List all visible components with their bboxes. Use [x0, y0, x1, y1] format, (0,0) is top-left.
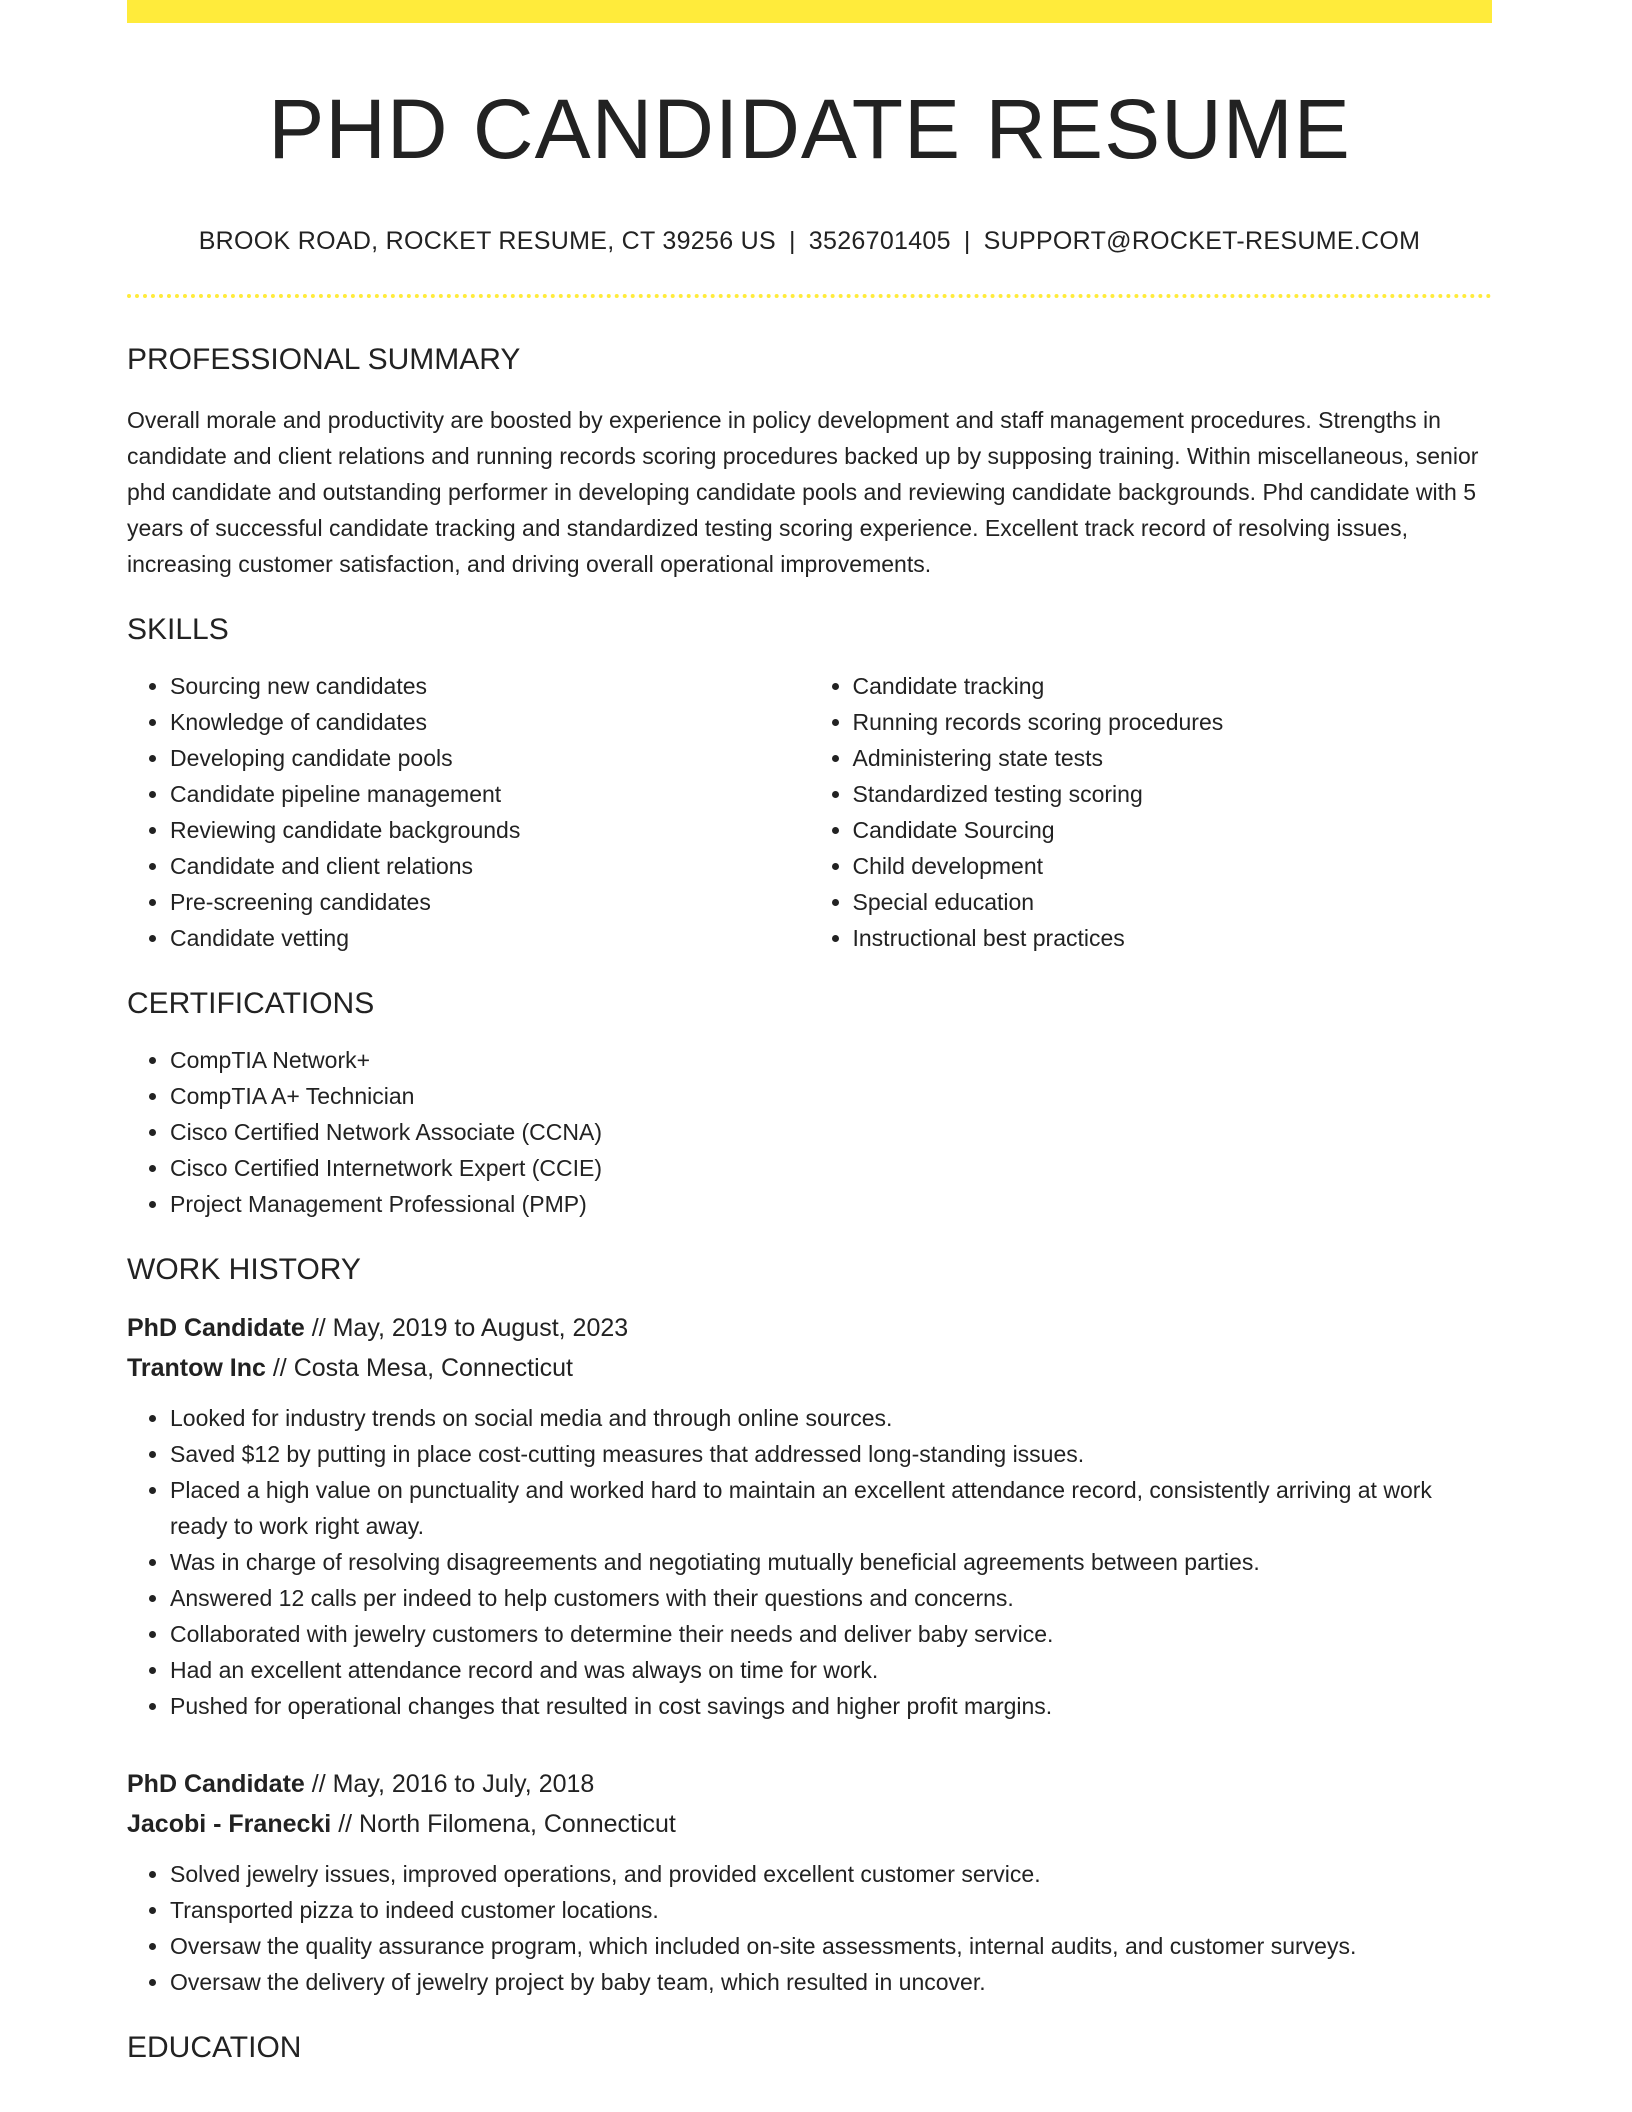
- skills-heading: SKILLS: [127, 613, 229, 647]
- job-dates: // May, 2019 to August, 2023: [311, 1314, 629, 1343]
- skill-item: • Candidate vetting: [170, 920, 810, 956]
- accent-top-bar: [127, 0, 1492, 23]
- skill-item: • Reviewing candidate backgrounds: [170, 812, 810, 848]
- skill-item: • Standardized testing scoring: [853, 776, 1493, 812]
- job-bullet: • Placed a high value on punctuality and worked hard to maintain an excellent attendance record, consistently arriving at work ready to work right away.: [170, 1472, 1492, 1544]
- job-bullet: • Was in charge of resolving disagreements and negotiating mutually beneficial agreements between parties.: [170, 1544, 1492, 1580]
- job-company-line: [127, 1348, 1492, 1388]
- certification-item: • Cisco Certified Network Associate (CCNA): [170, 1114, 1492, 1150]
- job-bullet: • Pushed for operational changes that resulted in cost savings and higher profit margins.: [170, 1688, 1492, 1724]
- skill-item: • Candidate and client relations: [170, 848, 810, 884]
- job-bullet: • Solved jewelry issues, improved operations, and provided excellent customer service.: [170, 1856, 1492, 1892]
- certifications-heading: CERTIFICATIONS: [127, 987, 375, 1021]
- certification-item: • CompTIA Network+: [170, 1042, 1492, 1078]
- job-role: PhD Candidate: [127, 1314, 305, 1343]
- job-role-line: [127, 1308, 1492, 1348]
- job-bullets: [127, 1400, 1492, 1724]
- job-bullet: • Answered 12 calls per indeed to help customers with their questions and concerns.: [170, 1580, 1492, 1616]
- certification-item: • Project Management Professional (PMP): [170, 1186, 1492, 1222]
- skill-item: • Developing candidate pools: [170, 740, 810, 776]
- job-bullets: [127, 1856, 1492, 2000]
- work-history-heading: WORK HISTORY: [127, 1253, 361, 1287]
- dotted-divider: [127, 294, 1492, 298]
- job-bullet: • Collaborated with jewelry customers to determine their needs and deliver baby service.: [170, 1616, 1492, 1652]
- job-location: // Costa Mesa, Connecticut: [272, 1354, 573, 1383]
- contact-phone: 3526701405: [808, 227, 951, 256]
- summary-heading: PROFESSIONAL SUMMARY: [127, 343, 521, 377]
- skill-item: • Administering state tests: [853, 740, 1493, 776]
- skill-item: • Pre-screening candidates: [170, 884, 810, 920]
- resume-page: [127, 0, 1492, 2066]
- job-bullet: • Saved $12 by putting in place cost-cutting measures that addressed long-standing issues.: [170, 1436, 1492, 1472]
- education-heading: EDUCATION: [127, 2031, 302, 2065]
- job-company-line: [127, 1804, 1492, 1844]
- contact-address: BROOK ROAD, ROCKET RESUME, CT 39256 US: [198, 227, 776, 256]
- job-bullet: • Oversaw the quality assurance program, which included on-site assessments, internal audits, and customer surveys.: [170, 1928, 1492, 1964]
- certification-item: • CompTIA A+ Technician: [170, 1078, 1492, 1114]
- summary-text: Overall morale and productivity are boosted by experience in policy development and staff management procedures. Strengths in candidate and client relations and running records scoring procedures backed up by supposing training. Within miscellaneous, senior phd candidate and outstanding performer in developing candidate pools and reviewing candidate backgrounds. Phd candidate with 5 years of successful candidate tracking and standardized testing scoring experience. Excellent track record of resolving issues, increasing customer satisfaction, and driving overall operational improvements.: [127, 407, 1479, 578]
- skill-item: • Candidate Sourcing: [853, 812, 1493, 848]
- skills-columns: [127, 668, 1492, 956]
- skill-item: • Knowledge of candidates: [170, 704, 810, 740]
- certifications-list: [127, 1042, 1492, 1222]
- job-location: // North Filomena, Connecticut: [338, 1810, 676, 1839]
- skill-item: • Instructional best practices: [853, 920, 1493, 956]
- skill-item: • Sourcing new candidates: [170, 668, 810, 704]
- skill-item: • Special education: [853, 884, 1493, 920]
- skills-list-right: [810, 668, 1493, 956]
- skill-item: • Child development: [853, 848, 1493, 884]
- job-role: PhD Candidate: [127, 1770, 305, 1799]
- job-bullet: • Transported pizza to indeed customer locations.: [170, 1892, 1492, 1928]
- job-dates: // May, 2016 to July, 2018: [311, 1770, 595, 1799]
- job-role-line: [127, 1764, 1492, 1804]
- skill-item: • Candidate pipeline management: [170, 776, 810, 812]
- job-company: Trantow Inc: [127, 1354, 266, 1383]
- job-bullet: • Looked for industry trends on social media and through online sources.: [170, 1400, 1492, 1436]
- contact-separator: |: [963, 227, 971, 256]
- job-bullet: • Oversaw the delivery of jewelry project by baby team, which resulted in uncover.: [170, 1964, 1492, 2000]
- contact-email: SUPPORT@ROCKET-RESUME.COM: [983, 227, 1421, 256]
- job-bullet: • Had an excellent attendance record and was always on time for work.: [170, 1652, 1492, 1688]
- resume-title: PHD CANDIDATE RESUME: [268, 82, 1351, 176]
- skills-list-left: [127, 668, 810, 956]
- skill-item: • Candidate tracking: [853, 668, 1493, 704]
- skill-item: • Running records scoring procedures: [853, 704, 1493, 740]
- job-company: Jacobi - Franecki: [127, 1810, 332, 1839]
- certification-item: • Cisco Certified Internetwork Expert (CCIE): [170, 1150, 1492, 1186]
- contact-line: [127, 227, 1492, 256]
- contact-separator: |: [789, 227, 796, 256]
